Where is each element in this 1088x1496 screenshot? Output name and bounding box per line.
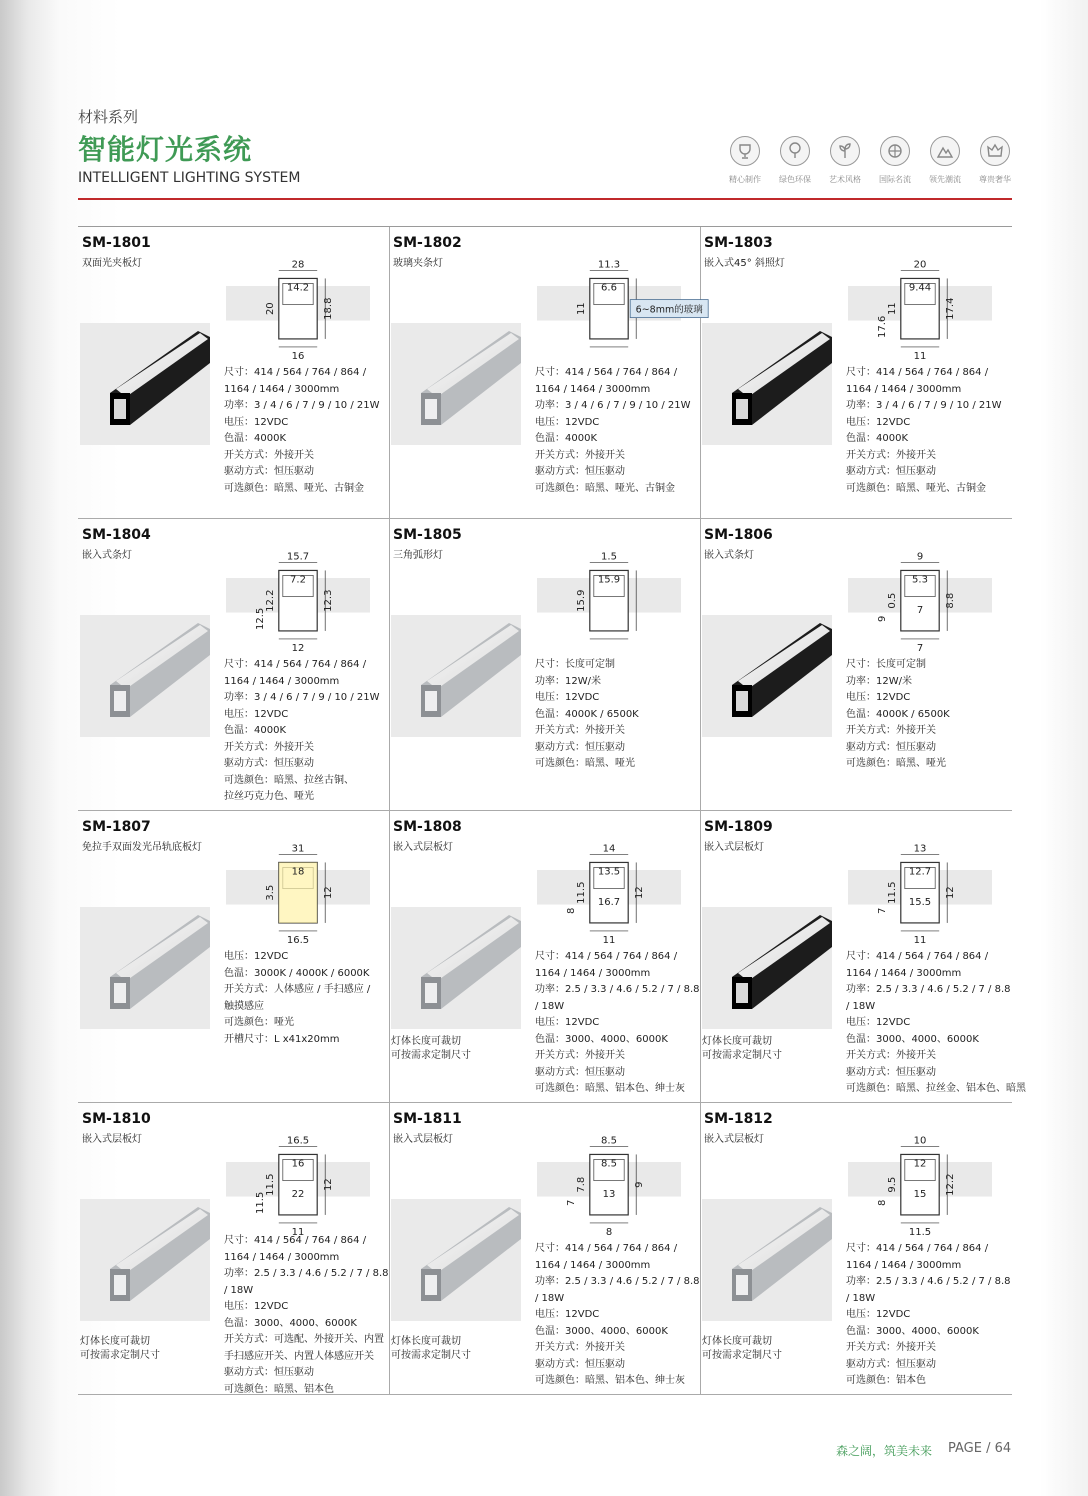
spec-line: 尺寸：414 / 564 / 764 / 864 / bbox=[846, 1243, 989, 1254]
spec-line: 开关方式：可选配、外接开关、内置 bbox=[224, 1334, 384, 1345]
dimension-label: 14 bbox=[602, 843, 616, 855]
product-card bbox=[700, 227, 1012, 519]
spec-list bbox=[535, 657, 639, 773]
profile-drawing bbox=[529, 259, 703, 367]
product-card bbox=[78, 227, 389, 519]
leaf-tree-icon bbox=[780, 136, 810, 166]
spec-line: 1164 / 1464 / 3000mm bbox=[224, 675, 340, 687]
spec-list bbox=[224, 657, 380, 806]
dimension-label: 16 bbox=[291, 350, 305, 362]
spec-line: 开关方式：外接开关 bbox=[846, 1050, 936, 1061]
product-photo bbox=[702, 907, 832, 1029]
spec-line: 可选颜色：哑光 bbox=[224, 1017, 294, 1028]
spec-line: 电压：12VDC bbox=[846, 1017, 911, 1028]
page-subtitle: INTELLIGENT LIGHTING SYSTEM bbox=[78, 170, 301, 186]
dimension-label: 5.3 bbox=[912, 574, 928, 586]
dimension-label: 12.7 bbox=[908, 866, 932, 878]
technical-drawing bbox=[529, 259, 703, 371]
spec-line: 电压：12VDC bbox=[535, 416, 600, 428]
dimension-label: 16.5 bbox=[286, 934, 310, 946]
spec-line: 1164 / 1464 / 3000mm bbox=[224, 1251, 340, 1263]
spec-line: 电压：12VDC bbox=[846, 692, 911, 703]
spec-line: 功率：2.5 / 3.3 / 4.6 / 5.2 / 7 / 8.8 bbox=[224, 1268, 389, 1279]
spec-line: 功率：3 / 4 / 6 / 7 / 9 / 10 / 21W bbox=[846, 400, 1002, 411]
product-name: 嵌入式层板灯 bbox=[393, 1134, 453, 1145]
dimension-label: 7 bbox=[916, 642, 924, 654]
dimension-label: 6.6 bbox=[601, 282, 617, 294]
customization-note bbox=[80, 1335, 160, 1363]
dimension-label: 11 bbox=[291, 1226, 305, 1238]
spec-line: 1164 / 1464 / 3000mm bbox=[535, 1259, 651, 1271]
spec-line: 驱动方式：恒压驱动 bbox=[535, 1358, 625, 1370]
spec-line: 功率：3 / 4 / 6 / 7 / 9 / 10 / 21W bbox=[224, 692, 380, 703]
profile-drawing bbox=[840, 1135, 1000, 1243]
dimension-label: 9 bbox=[876, 615, 888, 623]
spec-line: 1164 / 1464 / 3000mm bbox=[846, 1259, 962, 1271]
spec-line: 驱动方式：恒压驱动 bbox=[224, 758, 314, 769]
customization-note bbox=[702, 1335, 782, 1363]
spec-line: 1164 / 1464 / 3000mm bbox=[846, 383, 962, 395]
spec-list bbox=[846, 1241, 1011, 1390]
product-name: 免拉手双面发光吊轨底板灯 bbox=[82, 842, 202, 853]
dimension-label: 11.5 bbox=[886, 881, 898, 904]
spec-line: 电压：12VDC bbox=[535, 1309, 600, 1320]
spec-line: 色温：4000K / 6500K bbox=[535, 708, 639, 720]
customization-note bbox=[391, 1335, 471, 1363]
product-photo bbox=[391, 615, 521, 737]
dimension-label: 11.5 bbox=[264, 1173, 276, 1196]
dimension-label: 16.5 bbox=[286, 1135, 310, 1147]
product-photo bbox=[80, 323, 210, 445]
note-line: 灯体长度可裁切 bbox=[391, 1036, 461, 1047]
dimension-label: 8 bbox=[876, 1199, 888, 1207]
dimension-label: 15.9 bbox=[597, 574, 621, 586]
feature-label: 精心制作 bbox=[729, 175, 761, 184]
feature-label: 领先潮流 bbox=[929, 175, 961, 184]
spec-line: 电压：12VDC bbox=[535, 692, 600, 703]
product-photo bbox=[80, 907, 210, 1029]
product-code: SM-1802 bbox=[393, 235, 462, 251]
product-card bbox=[78, 1103, 389, 1395]
product-photo bbox=[391, 1199, 521, 1321]
spec-line: 开关方式：外接开关 bbox=[224, 449, 314, 461]
profile-drawing bbox=[218, 259, 378, 367]
spec-line: 驱动方式：恒压驱动 bbox=[535, 466, 625, 477]
product-photo bbox=[702, 615, 832, 737]
spec-line: 功率：3 / 4 / 6 / 7 / 9 / 10 / 21W bbox=[535, 400, 691, 411]
spec-line: 尺寸：414 / 564 / 764 / 864 / bbox=[535, 1243, 678, 1254]
product-photo bbox=[80, 1199, 210, 1321]
dimension-label: 9.5 bbox=[886, 1176, 898, 1193]
spec-line: 功率：2.5 / 3.3 / 4.6 / 5.2 / 7 / 8.8 bbox=[535, 1276, 700, 1287]
spec-list bbox=[846, 657, 950, 773]
series-label: 材料系列 bbox=[78, 108, 139, 126]
feature-item bbox=[722, 136, 768, 185]
product-name: 嵌入式条灯 bbox=[82, 550, 132, 561]
spec-line: 开关方式：人体感应 / 手扫感应 / bbox=[224, 984, 371, 995]
spec-line: 驱动方式：恒压驱动 bbox=[535, 1066, 625, 1078]
spec-line: 开关方式：外接开关 bbox=[535, 1342, 625, 1353]
spec-line: 电压：12VDC bbox=[224, 951, 289, 962]
spec-line: 可选颜色：暗黑、哑光、古铜金 bbox=[224, 482, 364, 494]
spec-line: 色温：3000、4000、6000K bbox=[224, 1317, 357, 1329]
spec-line: 开关方式：外接开关 bbox=[535, 725, 625, 736]
page-title: 智能灯光系统 bbox=[78, 133, 253, 166]
spec-line: 可选颜色：暗黑、拉丝古铜、 bbox=[224, 774, 354, 786]
feature-label: 绿色环保 bbox=[779, 175, 811, 184]
spec-line: 尺寸：414 / 564 / 764 / 864 / bbox=[224, 367, 367, 378]
technical-drawing bbox=[840, 1135, 1000, 1247]
product-card bbox=[700, 811, 1026, 1103]
dimension-label: 9 bbox=[634, 1181, 646, 1188]
customization-note bbox=[391, 1035, 471, 1063]
dimension-label: 7 bbox=[916, 604, 924, 616]
product-name: 嵌入式层板灯 bbox=[393, 842, 453, 853]
dimension-label: 12 bbox=[323, 1178, 335, 1192]
spec-line: 可选颜色：暗黑、铝本色 bbox=[224, 1383, 334, 1395]
technical-drawing bbox=[218, 843, 378, 955]
dimension-label: 7 bbox=[876, 907, 888, 915]
spec-line: 开关方式：外接开关 bbox=[535, 449, 625, 461]
product-code: SM-1809 bbox=[704, 819, 773, 835]
dimension-label: 12 bbox=[634, 886, 646, 900]
spec-line: 尺寸：414 / 564 / 764 / 864 / bbox=[224, 1235, 367, 1246]
feature-label: 国际名流 bbox=[879, 175, 911, 184]
spec-line: 色温：4000K / 6500K bbox=[846, 708, 950, 720]
profile-drawing bbox=[218, 551, 378, 659]
spec-list bbox=[846, 365, 1002, 497]
product-card bbox=[389, 1103, 700, 1395]
spec-line: 尺寸：414 / 564 / 764 / 864 / bbox=[535, 367, 678, 378]
spec-line: 开关方式：外接开关 bbox=[846, 449, 936, 461]
technical-drawing bbox=[218, 551, 378, 663]
note-line: 灯体长度可裁切 bbox=[702, 1036, 772, 1047]
spec-line: 驱动方式：恒压驱动 bbox=[224, 466, 314, 477]
spec-line: 色温：3000、4000、6000K bbox=[535, 1033, 668, 1045]
spec-line: 驱动方式：恒压驱动 bbox=[224, 1367, 314, 1378]
note-line: 可按需求定制尺寸 bbox=[702, 1050, 782, 1061]
dimension-label: 8 bbox=[605, 1226, 613, 1238]
spec-line: 功率：12W/米 bbox=[535, 675, 601, 687]
spec-line: 色温：3000、4000、6000K bbox=[535, 1325, 668, 1337]
note-line: 可按需求定制尺寸 bbox=[391, 1050, 471, 1061]
product-photo bbox=[80, 615, 210, 737]
plant-icon bbox=[830, 136, 860, 166]
profile-drawing bbox=[218, 843, 378, 951]
spec-line: 尺寸：长度可定制 bbox=[535, 659, 615, 670]
spec-line: / 18W bbox=[846, 1292, 876, 1304]
spec-line: 1164 / 1464 / 3000mm bbox=[535, 383, 651, 395]
spec-line: 驱动方式：恒压驱动 bbox=[846, 1358, 936, 1370]
dimension-label: 15.5 bbox=[908, 896, 932, 908]
spec-line: 可选颜色：暗黑、哑光、古铜金 bbox=[535, 482, 675, 494]
technical-drawing bbox=[529, 1135, 689, 1247]
note-line: 可按需求定制尺寸 bbox=[391, 1350, 471, 1361]
mountain-icon bbox=[930, 136, 960, 166]
technical-drawing bbox=[840, 551, 1000, 663]
note-line: 可按需求定制尺寸 bbox=[80, 1350, 160, 1361]
spec-line: 色温：4000K bbox=[224, 433, 287, 444]
dimension-label: 15 bbox=[913, 1188, 927, 1200]
product-name: 嵌入式层板灯 bbox=[704, 842, 764, 853]
profile-drawing bbox=[218, 1135, 378, 1243]
feature-item bbox=[822, 136, 868, 185]
product-code: SM-1811 bbox=[393, 1111, 462, 1127]
product-code: SM-1808 bbox=[393, 819, 462, 835]
dimension-label: 12.2 bbox=[264, 589, 276, 612]
feature-item bbox=[872, 136, 918, 185]
dimension-label: 13 bbox=[602, 1188, 616, 1200]
spec-line: 可选颜色：暗黑、哑光、古铜金 bbox=[846, 482, 986, 494]
dimension-label: 20 bbox=[913, 259, 927, 271]
dimension-label: 15.9 bbox=[575, 589, 587, 612]
globe-icon bbox=[880, 136, 910, 166]
footer-slogan: 森之阔，筑美未来 bbox=[836, 1444, 933, 1458]
profile-drawing bbox=[529, 551, 689, 659]
dimension-label: 9.44 bbox=[908, 282, 932, 294]
spec-line: 电压：12VDC bbox=[224, 416, 289, 428]
product-code: SM-1810 bbox=[82, 1111, 151, 1127]
dimension-label: 14.2 bbox=[286, 282, 310, 294]
spec-line: 尺寸：414 / 564 / 764 / 864 / bbox=[224, 659, 367, 670]
dimension-label: 13.5 bbox=[597, 866, 621, 878]
spec-line: 功率：12W/米 bbox=[846, 675, 912, 687]
spec-line: 功率：3 / 4 / 6 / 7 / 9 / 10 / 21W bbox=[224, 400, 380, 411]
spec-line: / 18W bbox=[535, 1000, 565, 1012]
dimension-label: 11.5 bbox=[575, 881, 587, 904]
dimension-label: 28 bbox=[291, 259, 305, 271]
spec-line: 驱动方式：恒压驱动 bbox=[535, 741, 625, 753]
spec-list bbox=[535, 365, 691, 497]
spec-line: 功率：2.5 / 3.3 / 4.6 / 5.2 / 7 / 8.8 bbox=[846, 1276, 1011, 1287]
dimension-label: 22 bbox=[291, 1188, 305, 1200]
glass-label: 6~8mm的玻璃 bbox=[635, 304, 703, 316]
product-name: 嵌入式条灯 bbox=[704, 550, 754, 561]
spec-list bbox=[224, 949, 370, 1048]
product-card bbox=[78, 519, 389, 811]
dimension-label: 12.5 bbox=[254, 607, 266, 630]
dimension-label: 11 bbox=[913, 934, 927, 946]
dimension-label: 12.3 bbox=[323, 589, 335, 612]
dimension-label: 12 bbox=[291, 642, 305, 654]
dimension-label: 8.5 bbox=[601, 1158, 617, 1170]
product-photo bbox=[702, 323, 832, 445]
product-name: 玻璃夹条灯 bbox=[393, 258, 443, 269]
spec-line: 开槽尺寸：L x41x20mm bbox=[224, 1033, 340, 1045]
product-name: 三角弧形灯 bbox=[393, 550, 443, 561]
dimension-label: 11 bbox=[575, 302, 587, 316]
dimension-label: 12.2 bbox=[945, 1173, 957, 1196]
technical-drawing bbox=[529, 551, 689, 663]
spec-line: 电压：12VDC bbox=[846, 1309, 911, 1320]
spec-line: 色温：4000K bbox=[535, 433, 598, 444]
product-name: 双面光夹板灯 bbox=[82, 258, 142, 269]
dimension-label: 16 bbox=[291, 1158, 305, 1170]
dimension-label: 20 bbox=[264, 302, 276, 316]
profile-drawing bbox=[840, 259, 1000, 367]
spec-line: 色温：3000K / 4000K / 6000K bbox=[224, 967, 370, 979]
profile-drawing bbox=[840, 843, 1000, 951]
product-code: SM-1801 bbox=[82, 235, 151, 251]
spec-line: 色温：4000K bbox=[224, 725, 287, 736]
dimension-label: 31 bbox=[291, 843, 305, 855]
product-name: 嵌入式层板灯 bbox=[704, 1134, 764, 1145]
dimension-label: 8.5 bbox=[601, 1135, 617, 1147]
technical-drawing bbox=[529, 843, 689, 955]
spec-line: 色温：4000K bbox=[846, 433, 909, 444]
spec-line: 电压：12VDC bbox=[224, 1301, 289, 1312]
spec-list bbox=[535, 1241, 700, 1390]
spec-line: 可选颜色：暗黑、拉丝金、铝本色、暗黑 bbox=[846, 1083, 1026, 1094]
product-card bbox=[700, 519, 1012, 811]
feature-item bbox=[922, 136, 968, 185]
spec-line: 电压：12VDC bbox=[224, 708, 289, 720]
product-card bbox=[389, 811, 700, 1103]
feature-label: 艺术风格 bbox=[829, 175, 861, 184]
feature-item bbox=[772, 136, 818, 185]
trophy-icon bbox=[730, 136, 760, 166]
spec-line: 驱动方式：恒压驱动 bbox=[846, 466, 936, 477]
note-line: 可按需求定制尺寸 bbox=[702, 1350, 782, 1361]
dimension-label: 7.8 bbox=[575, 1176, 587, 1193]
dimension-label: 7.2 bbox=[290, 574, 306, 586]
spec-list bbox=[846, 949, 1026, 1098]
page-number: PAGE / 64 bbox=[948, 1441, 1012, 1456]
crown-icon bbox=[980, 136, 1010, 166]
dimension-label: 9 bbox=[916, 551, 924, 563]
spec-line: 拉丝巧克力色、哑光 bbox=[224, 791, 314, 802]
dimension-label: 18.8 bbox=[323, 297, 335, 320]
spec-line: / 18W bbox=[846, 1000, 876, 1012]
spec-line: 开关方式：外接开关 bbox=[535, 1050, 625, 1061]
spec-line: 触摸感应 bbox=[224, 1000, 264, 1012]
product-card bbox=[389, 519, 700, 811]
profile-drawing bbox=[840, 551, 1000, 659]
spec-line: 尺寸：414 / 564 / 764 / 864 / bbox=[846, 951, 989, 962]
spec-line: 尺寸：414 / 564 / 764 / 864 / bbox=[535, 951, 678, 962]
feature-label: 尊贵奢华 bbox=[979, 175, 1011, 184]
dimension-label: 11 bbox=[913, 350, 927, 362]
product-code: SM-1803 bbox=[704, 235, 773, 251]
dimension-label: 18 bbox=[291, 866, 305, 878]
spec-line: 电压：12VDC bbox=[535, 1017, 600, 1028]
dimension-label: 11 bbox=[886, 302, 898, 316]
product-card bbox=[389, 227, 703, 519]
spec-line: 电压：12VDC bbox=[846, 416, 911, 428]
dimension-label: 16.7 bbox=[597, 896, 621, 908]
dimension-label: 13 bbox=[913, 843, 927, 855]
spec-line: 可选颜色：暗黑、铝本色、绅士灰 bbox=[535, 1083, 685, 1094]
dimension-label: 12 bbox=[323, 886, 335, 900]
spec-line: 可选颜色：暗黑、哑光 bbox=[535, 758, 635, 769]
spec-line: 1164 / 1464 / 3000mm bbox=[224, 383, 340, 395]
dimension-label: 7 bbox=[565, 1199, 577, 1207]
dimension-label: 3.5 bbox=[264, 884, 276, 901]
spec-list bbox=[535, 949, 700, 1098]
dimension-label: 1.5 bbox=[601, 551, 617, 563]
note-line: 灯体长度可裁切 bbox=[702, 1336, 772, 1347]
spec-list bbox=[224, 1233, 389, 1398]
technical-drawing bbox=[218, 1135, 378, 1247]
profile-drawing bbox=[529, 843, 689, 951]
technical-drawing bbox=[218, 259, 378, 371]
product-card bbox=[78, 811, 389, 1103]
spec-line: / 18W bbox=[224, 1284, 254, 1296]
product-code: SM-1812 bbox=[704, 1111, 773, 1127]
dimension-label: 12 bbox=[913, 1158, 927, 1170]
product-photo bbox=[391, 323, 521, 445]
dimension-label: 0.5 bbox=[886, 592, 898, 609]
dimension-label: 10 bbox=[913, 1135, 927, 1147]
spec-line: 驱动方式：恒压驱动 bbox=[846, 1066, 936, 1078]
note-line: 灯体长度可裁切 bbox=[80, 1336, 150, 1347]
spec-line: 开关方式：外接开关 bbox=[846, 725, 936, 736]
spec-line: 驱动方式：恒压驱动 bbox=[846, 741, 936, 753]
dimension-label: 17.6 bbox=[876, 315, 888, 338]
product-photo bbox=[702, 1199, 832, 1321]
product-card bbox=[700, 1103, 1012, 1395]
spec-line: / 18W bbox=[535, 1292, 565, 1304]
spec-list bbox=[224, 365, 380, 497]
spec-line: 手扫感应开关、内置人体感应开关 bbox=[224, 1350, 374, 1362]
spec-line: 1164 / 1464 / 3000mm bbox=[535, 967, 651, 979]
feature-item bbox=[972, 136, 1018, 185]
header-divider bbox=[78, 198, 1012, 200]
dimension-label: 11.5 bbox=[908, 1226, 932, 1238]
feature-icons bbox=[722, 136, 1022, 186]
spec-line: 功率：2.5 / 3.3 / 4.6 / 5.2 / 7 / 8.8 bbox=[535, 984, 700, 995]
spec-line: 色温：3000、4000、6000K bbox=[846, 1033, 979, 1045]
spec-line: 可选颜色：暗黑、哑光 bbox=[846, 758, 946, 769]
product-photo bbox=[391, 907, 521, 1029]
product-code: SM-1807 bbox=[82, 819, 151, 835]
dimension-label: 11 bbox=[602, 934, 616, 946]
spec-line: 色温：3000、4000、6000K bbox=[846, 1325, 979, 1337]
technical-drawing bbox=[840, 259, 1000, 371]
product-grid bbox=[78, 227, 1026, 1395]
spec-line: 开关方式：外接开关 bbox=[224, 741, 314, 753]
product-name: 嵌入式45° 斜照灯 bbox=[704, 258, 785, 269]
spec-line: 功率：2.5 / 3.3 / 4.6 / 5.2 / 7 / 8.8 bbox=[846, 984, 1011, 995]
profile-drawing bbox=[529, 1135, 689, 1243]
product-name: 嵌入式层板灯 bbox=[82, 1134, 142, 1145]
product-code: SM-1806 bbox=[704, 527, 773, 543]
customization-note bbox=[702, 1035, 782, 1063]
note-line: 灯体长度可裁切 bbox=[391, 1336, 461, 1347]
dimension-label: 15.7 bbox=[286, 551, 310, 563]
dimension-label: 8 bbox=[565, 907, 577, 915]
dimension-label: 17.4 bbox=[945, 297, 957, 320]
dimension-label: 11.5 bbox=[254, 1191, 266, 1214]
spec-line: 尺寸：长度可定制 bbox=[846, 659, 926, 670]
spec-line: 可选颜色：铝本色 bbox=[846, 1375, 926, 1386]
product-code: SM-1804 bbox=[82, 527, 151, 543]
dimension-label: 8.8 bbox=[945, 592, 957, 609]
product-code: SM-1805 bbox=[393, 527, 462, 543]
technical-drawing bbox=[840, 843, 1000, 955]
spec-line: 尺寸：414 / 564 / 764 / 864 / bbox=[846, 367, 989, 378]
dimension-label: 11.3 bbox=[597, 259, 621, 271]
spec-line: 开关方式：外接开关 bbox=[846, 1342, 936, 1353]
dimension-label: 12 bbox=[945, 886, 957, 900]
spec-line: 1164 / 1464 / 3000mm bbox=[846, 967, 962, 979]
spec-line: 可选颜色：暗黑、铝本色、绅士灰 bbox=[535, 1375, 685, 1386]
